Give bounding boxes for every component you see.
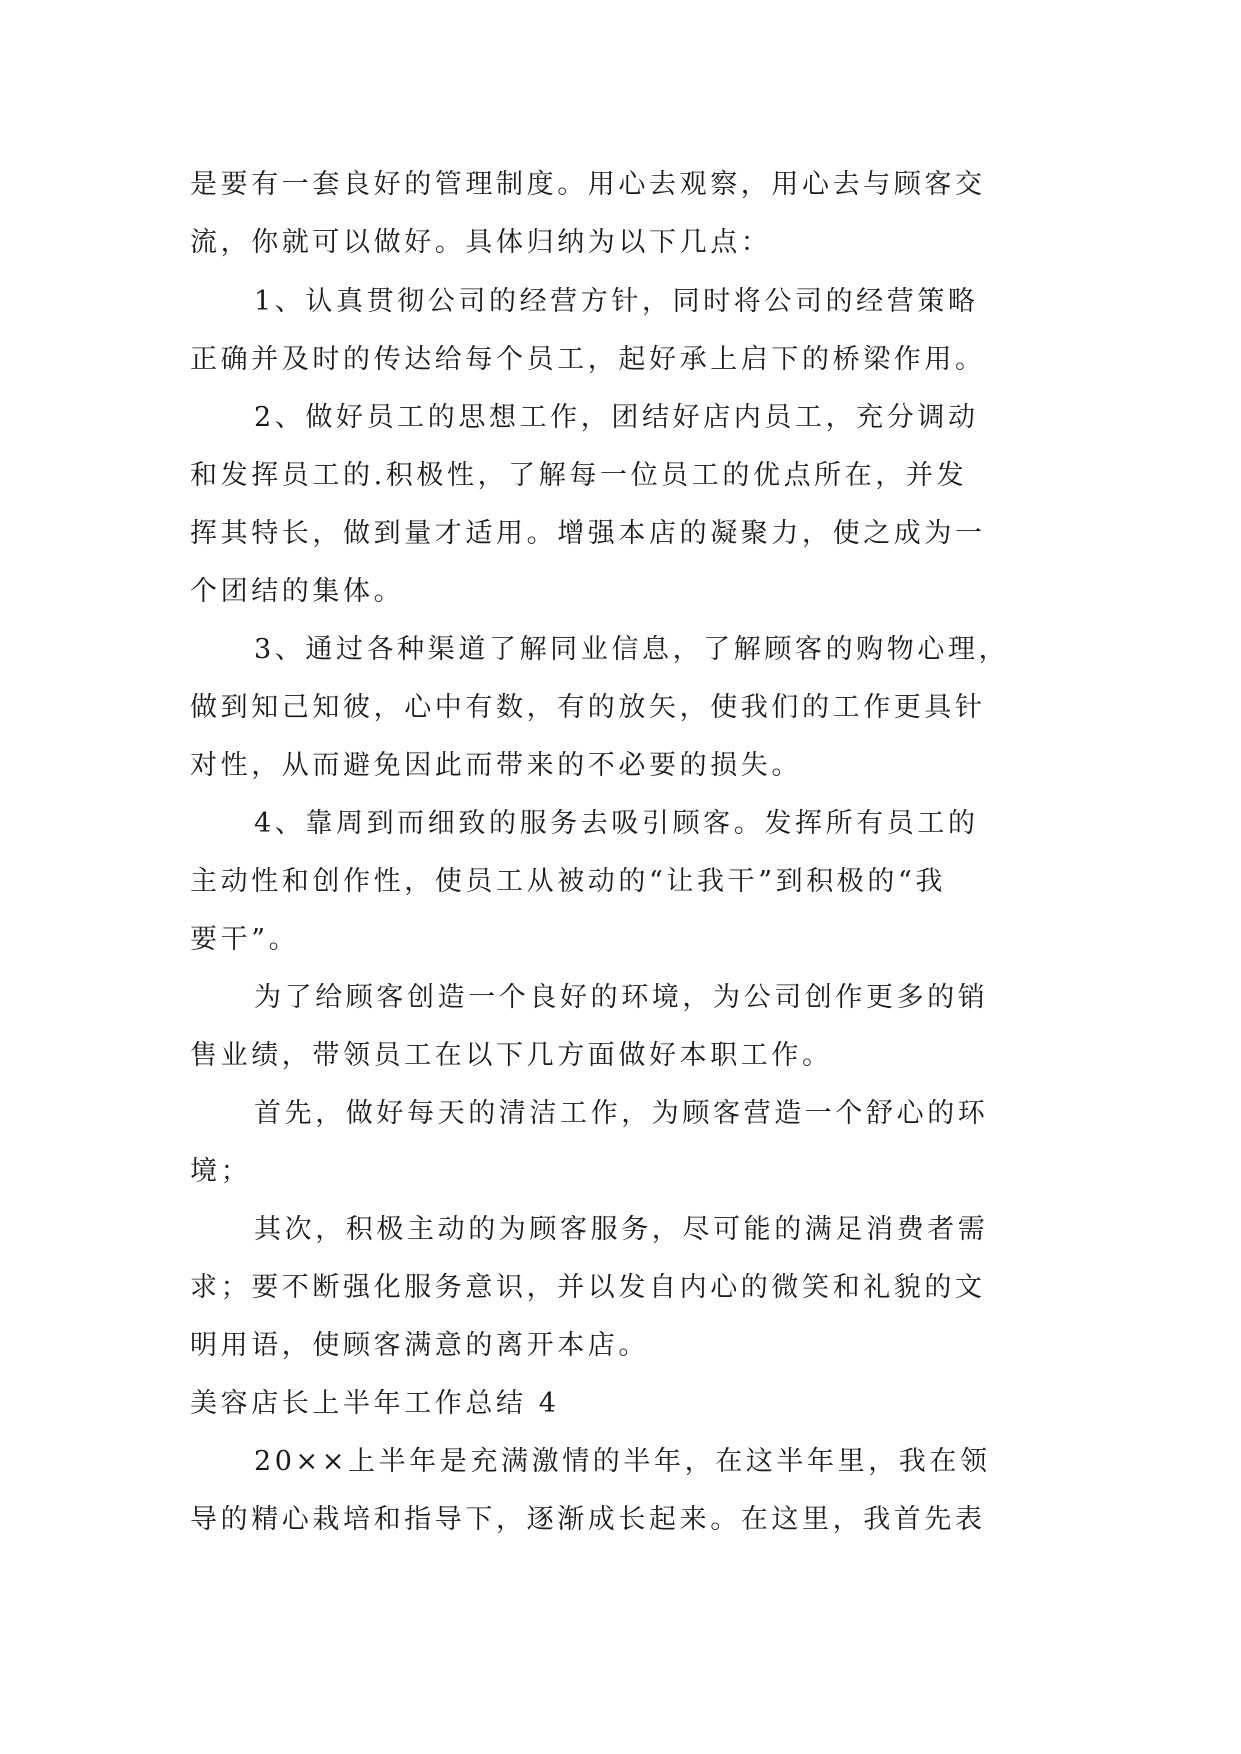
text-line: 正确并及时的传达给每个员工，起好承上启下的桥梁作用。 <box>190 344 986 375</box>
text-line: 境； <box>190 1156 252 1187</box>
paragraph-line: 其次，积极主动的为顾客服务，尽可能的满足消费者需 <box>254 1214 989 1245</box>
text-line: 挥其特长，做到量才适用。增强本店的凝聚力，使之成为一 <box>190 518 986 549</box>
list-item-2: 2、做好员工的思想工作，团结好店内员工，充分调动 <box>254 402 979 433</box>
text-line: 和发挥员工的.积极性，了解每一位员工的优点所在，并发 <box>190 460 968 491</box>
text-line: 明用语，使顾客满意的离开本店。 <box>190 1330 649 1361</box>
text-line: 是要有一套良好的管理制度。用心去观察，用心去与顾客交 <box>190 169 986 200</box>
section-heading: 美容店长上半年工作总结 4 <box>190 1388 560 1419</box>
list-item-3: 3、通过各种渠道了解同业信息，了解顾客的购物心理， <box>254 634 1010 665</box>
paragraph-line: 20××上半年是充满激情的半年，在这半年里，我在领 <box>254 1446 991 1477</box>
list-item-1: 1、认真贯彻公司的经营方针，同时将公司的经营策略 <box>254 286 979 317</box>
text-line: 导的精心栽培和指导下，逐渐成长起来。在这里，我首先表 <box>190 1504 986 1535</box>
text-line: 做到知己知彼，心中有数，有的放矢，使我们的工作更具针 <box>190 692 986 723</box>
text-line: 售业绩，带领员工在以下几方面做好本职工作。 <box>190 1040 833 1071</box>
paragraph-line: 首先，做好每天的清洁工作，为顾客营造一个舒心的环 <box>254 1098 989 1129</box>
text-line: 主动性和创作性，使员工从被动的“让我干”到积极的“我 <box>190 866 947 897</box>
text-line: 要干”。 <box>190 924 300 955</box>
paragraph-line: 为了给顾客创造一个良好的环境，为公司创作更多的销 <box>254 982 989 1013</box>
text-line: 个团结的集体。 <box>190 576 405 607</box>
text-line: 流，你就可以做好。具体归纳为以下几点： <box>190 227 772 258</box>
list-item-4: 4、靠周到而细致的服务去吸引顾客。发挥所有员工的 <box>254 808 979 839</box>
text-line: 求；要不断强化服务意识，并以发自内心的微笑和礼貌的文 <box>190 1272 986 1303</box>
text-line: 对性，从而避免因此而带来的不必要的损失。 <box>190 750 802 781</box>
